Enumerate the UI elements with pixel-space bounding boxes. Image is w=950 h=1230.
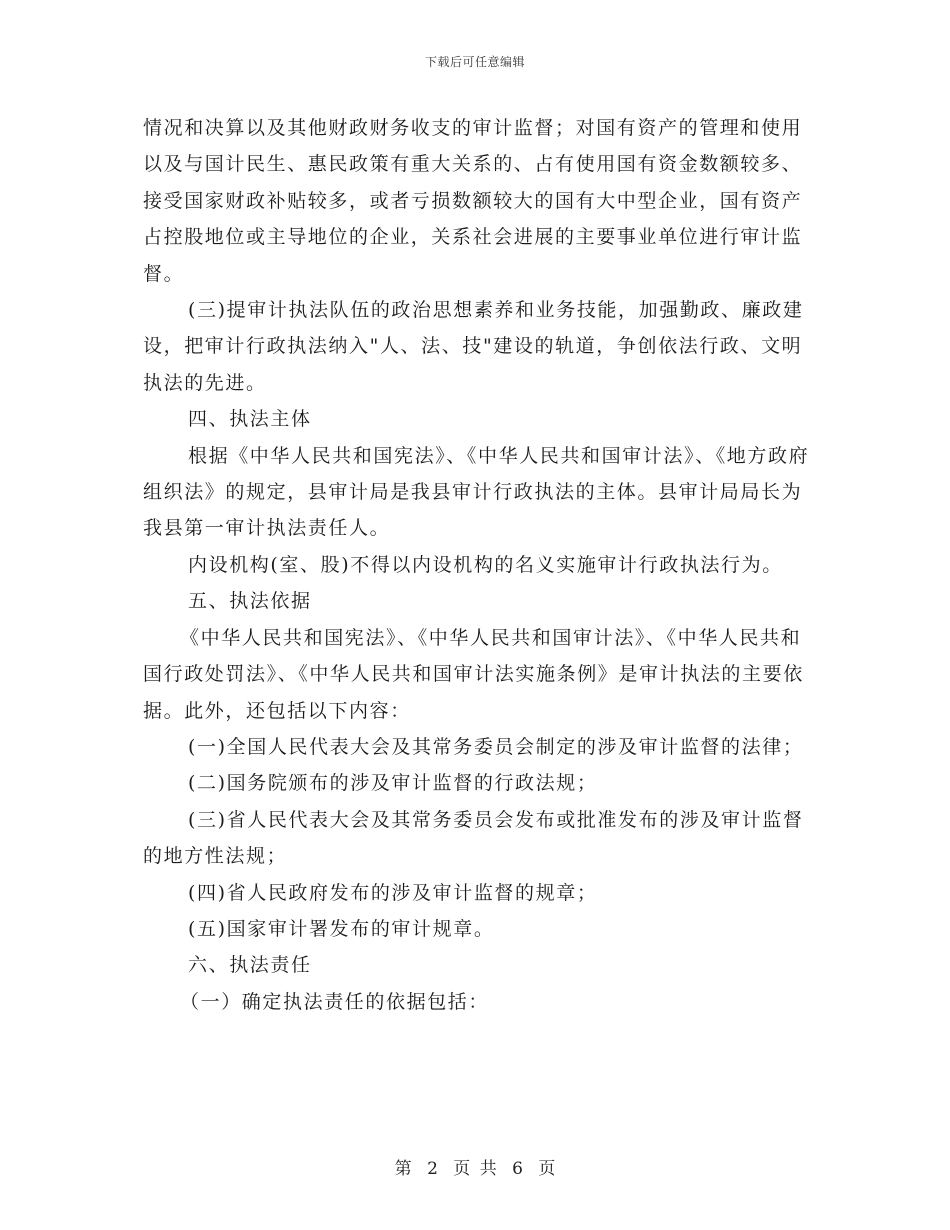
footer-current-page: 2 bbox=[427, 1159, 438, 1179]
paragraph-main-laws: 《中华人民共和国宪法》、《中华人民共和国审计法》、《中华人民共和国行政处罚法》、《中华人民共和国审计法实施条例》是审计执法的主要依据。此外，还包括以下内容： bbox=[143, 626, 804, 722]
list-item-2: (二)国务院颁布的涉及审计监督的行政法规； bbox=[188, 772, 598, 795]
paragraph-legal-basis: 根据《中华人民共和国宪法》、《中华人民共和国审计法》、《地方政府组织法》的规定，县审计局是我县审计行政执法的主体。县审计局局长为我县第一审计执法责任人。 bbox=[143, 444, 810, 540]
paragraph-continuation: 情况和决算以及其他财政财务收支的审计监督；对国有资产的管理和使用以及与国计民生、惠民政策有重大关系的、占有使用国有资金数额较多、接受国家财政补贴较多，或者亏损数额较大的国有大中型企业，国有资产占控股地位或主导地位的企业，关系社会进展的主要事业单位进行审计监督。 bbox=[143, 117, 803, 285]
footer-prefix: 第 bbox=[394, 1159, 412, 1179]
list-item-5: (五)国家审计署发布的审计规章。 bbox=[188, 917, 495, 940]
footer-middle: 页 共 bbox=[453, 1159, 497, 1179]
section-heading-4: 四、执法主体 bbox=[188, 408, 312, 431]
section-heading-5: 五、执法依据 bbox=[188, 590, 312, 613]
document-body bbox=[143, 110, 815, 1020]
paragraph-internal-units: 内设机构(室、股)不得以内设机构的名义实施审计行政执法行为。 bbox=[188, 553, 783, 576]
list-item-4: (四)省人民政府发布的涉及审计监督的规章； bbox=[188, 881, 598, 904]
footer-total-pages: 6 bbox=[512, 1159, 523, 1179]
subsection-heading-1: （一）确定执法责任的依据包括： bbox=[180, 990, 490, 1013]
footer-suffix: 页 bbox=[538, 1159, 556, 1179]
list-item-3: (三)省人民代表大会及其常务委员会发布或批准发布的涉及审计监督的地方性法规； bbox=[143, 808, 804, 868]
section-heading-6: 六、执法责任 bbox=[188, 954, 312, 977]
list-item-1: (一)全国人民代表大会及其常务委员会制定的涉及审计监督的法律； bbox=[188, 735, 804, 758]
page-footer bbox=[0, 1154, 950, 1179]
paragraph-item-3: (三)提审计执法队伍的政治思想素养和业务技能，加强勤政、廉政建设，把审计行政执法纳入"人、法、技"建设的轨道，争创依法行政、文明执法的先进。 bbox=[143, 299, 804, 394]
page-header-note: 下载后可任意编辑 bbox=[424, 55, 525, 69]
